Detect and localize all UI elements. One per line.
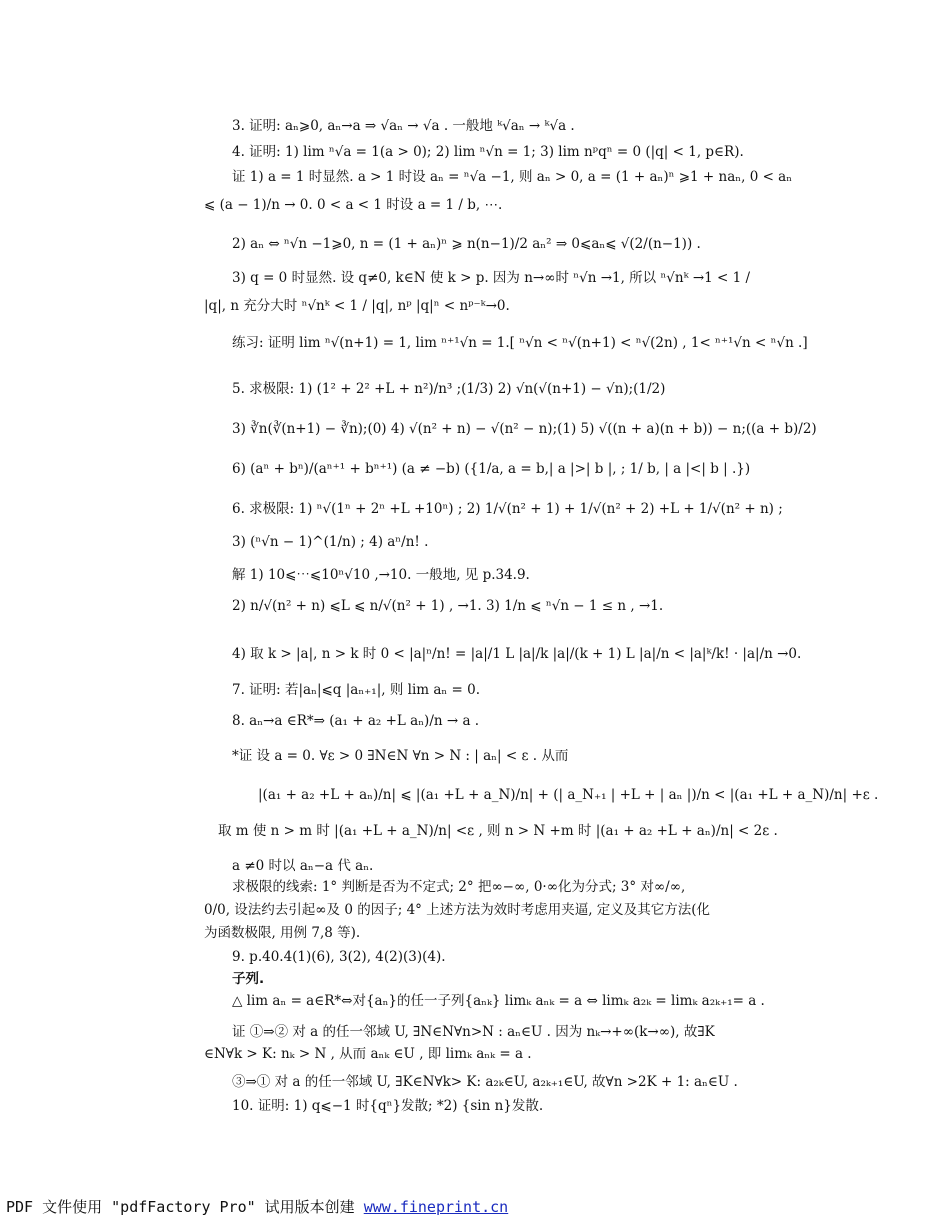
footer-text: PDF 文件使用 "pdfFactory Pro" 试用版本创建 xyxy=(6,1198,364,1216)
text-line: 7. 证明: 若|aₙ|⩽q |aₙ₊₁|, 则 lim aₙ = 0. xyxy=(232,682,481,698)
text-line: 取 m 使 n > m 时 |(a₁ +L + a_N)/n| <ε , 则 n > N +m 时 |(a₁ + a₂ +L + aₙ)/n| < 2ε . xyxy=(218,823,778,839)
text-line: 3) ∛n(∛(n+1) − ∛n);(0) 4) √(n² + n) − √(n² − n);(1) 5) √((n + a)(n + b)) − n;((a + b)/2) xyxy=(232,421,817,437)
text-line: 6. 求极限: 1) ⁿ√(1ⁿ + 2ⁿ +L +10ⁿ) ; 2) 1/√(n² + 1) + 1/√(n² + 2) +L + 1/√(n² + n) ; xyxy=(232,501,783,517)
text-line: ⩽ (a − 1)/n → 0. 0 < a < 1 时设 a = 1 / b, ⋯. xyxy=(204,197,503,213)
text-line: 2) aₙ ⇔ ⁿ√n −1⩾0, n = (1 + aₙ)ⁿ ⩾ n(n−1)/2 aₙ² ⇒ 0⩽aₙ⩽ √(2/(n−1)) . xyxy=(232,236,701,252)
text-line: a ≠0 时以 aₙ−a 代 aₙ. xyxy=(232,858,374,874)
text-line: 证 1) a = 1 时显然. a > 1 时设 aₙ = ⁿ√a −1, 则 aₙ > 0, a = (1 + aₙ)ⁿ ⩾1 + naₙ, 0 < aₙ xyxy=(232,169,793,185)
text-line: 8. aₙ→a ∈R*⇒ (a₁ + a₂ +L aₙ)/n → a . xyxy=(232,713,480,729)
text-line: ③⇒① 对 a 的任一邻域 U, ∃K∈N∀k> K: a₂ₖ∈U, a₂ₖ₊₁∈U, 故∀n >2K + 1: aₙ∈U . xyxy=(232,1074,738,1090)
text-line: |(a₁ + a₂ +L + aₙ)/n| ⩽ |(a₁ +L + a_N)/n| + (| a_N₊₁ | +L + | aₙ |)/n < |(a₁ +L + a_N)/n| +ε . xyxy=(258,787,879,803)
text-line: ∈N∀k > K: nₖ > N , 从而 aₙₖ ∈U , 即 limₖ aₙₖ = a . xyxy=(204,1046,532,1062)
text-line: 3) q = 0 时显然. 设 q≠0, k∈N 使 k > p. 因为 n→∞时 ⁿ√n →1, 所以 ⁿ√nᵏ →1 < 1 / xyxy=(232,270,751,286)
text-line: 0/0, 设法约去引起∞及 0 的因子; 4° 上述方法为效时考虑用夹逼, 定义及其它方法(化 xyxy=(204,902,711,918)
text-line: 2) n/√(n² + n) ⩽L ⩽ n/√(n² + 1) , →1. 3) 1/n ⩽ ⁿ√n − 1 ≤ n , →1. xyxy=(232,598,664,614)
text-line: 练习: 证明 lim ⁿ√(n+1) = 1, lim ⁿ⁺¹√n = 1.[ ⁿ√n < ⁿ√(n+1) < ⁿ√(2n) , 1< ⁿ⁺¹√n < ⁿ√n .] xyxy=(232,335,808,351)
text-line: 求极限的线索: 1° 判断是否为不定式; 2° 把∞−∞, 0·∞化为分式; 3° 对∞/∞, xyxy=(232,879,686,895)
text-line: *证 设 a = 0. ∀ε > 0 ∃N∈N ∀n > N : | aₙ| < ε . 从而 xyxy=(232,748,569,764)
text-line: 3. 证明: aₙ⩾0, aₙ→a ⇒ √aₙ → √a . 一般地 ᵏ√aₙ → ᵏ√a . xyxy=(232,118,575,134)
footer-link[interactable]: www.fineprint.cn xyxy=(363,1198,509,1216)
text-line: △ lim aₙ = a∈R*⇔对{aₙ}的任一子列{aₙₖ} limₖ aₙₖ = a ⇔ limₖ a₂ₖ = limₖ a₂ₖ₊₁= a . xyxy=(232,993,765,1009)
text-line: 解 1) 10⩽⋯⩽10ⁿ√10 ,→10. 一般地, 见 p.34.9. xyxy=(232,567,530,583)
text-line: 为函数极限, 用例 7,8 等). xyxy=(204,925,361,941)
text-line: |q|, n 充分大时 ⁿ√nᵏ < 1 / |q|, nᵖ |q|ⁿ < nᵖ⁻ᵏ→0. xyxy=(204,298,510,314)
section-heading: 子列. xyxy=(232,971,265,987)
text-line: 5. 求极限: 1) (1² + 2² +L + n²)/n³ ;(1/3) 2) √n(√(n+1) − √n);(1/2) xyxy=(232,381,666,397)
pdf-footer xyxy=(6,1196,508,1217)
text-line: 4. 证明: 1) lim ⁿ√a = 1(a > 0); 2) lim ⁿ√n = 1; 3) lim nᵖqⁿ = 0 (|q| < 1, p∈R). xyxy=(232,144,744,160)
text-line: 6) (aⁿ + bⁿ)/(aⁿ⁺¹ + bⁿ⁺¹) (a ≠ −b) ({1/a, a = b,| a |>| b |, ; 1/ b, | a |<| b | .}) xyxy=(232,461,751,477)
text-line: 3) (ⁿ√n − 1)^(1/n) ; 4) aⁿ/n! . xyxy=(232,534,429,550)
text-line: 证 ①⇒② 对 a 的任一邻域 U, ∃N∈N∀n>N : aₙ∈U . 因为 nₖ→+∞(k→∞), 故∃K xyxy=(232,1024,715,1040)
text-line: 4) 取 k > |a|, n > k 时 0 < |a|ⁿ/n! = |a|/1 L |a|/k |a|/(k + 1) L |a|/n < |a|ᵏ/k! · |a|/n →0. xyxy=(232,646,802,662)
text-line: 9. p.40.4(1)(6), 3(2), 4(2)(3)(4). xyxy=(232,949,446,965)
text-line: 10. 证明: 1) q⩽−1 时{qⁿ}发散; *2) {sin n}发散. xyxy=(232,1098,544,1114)
